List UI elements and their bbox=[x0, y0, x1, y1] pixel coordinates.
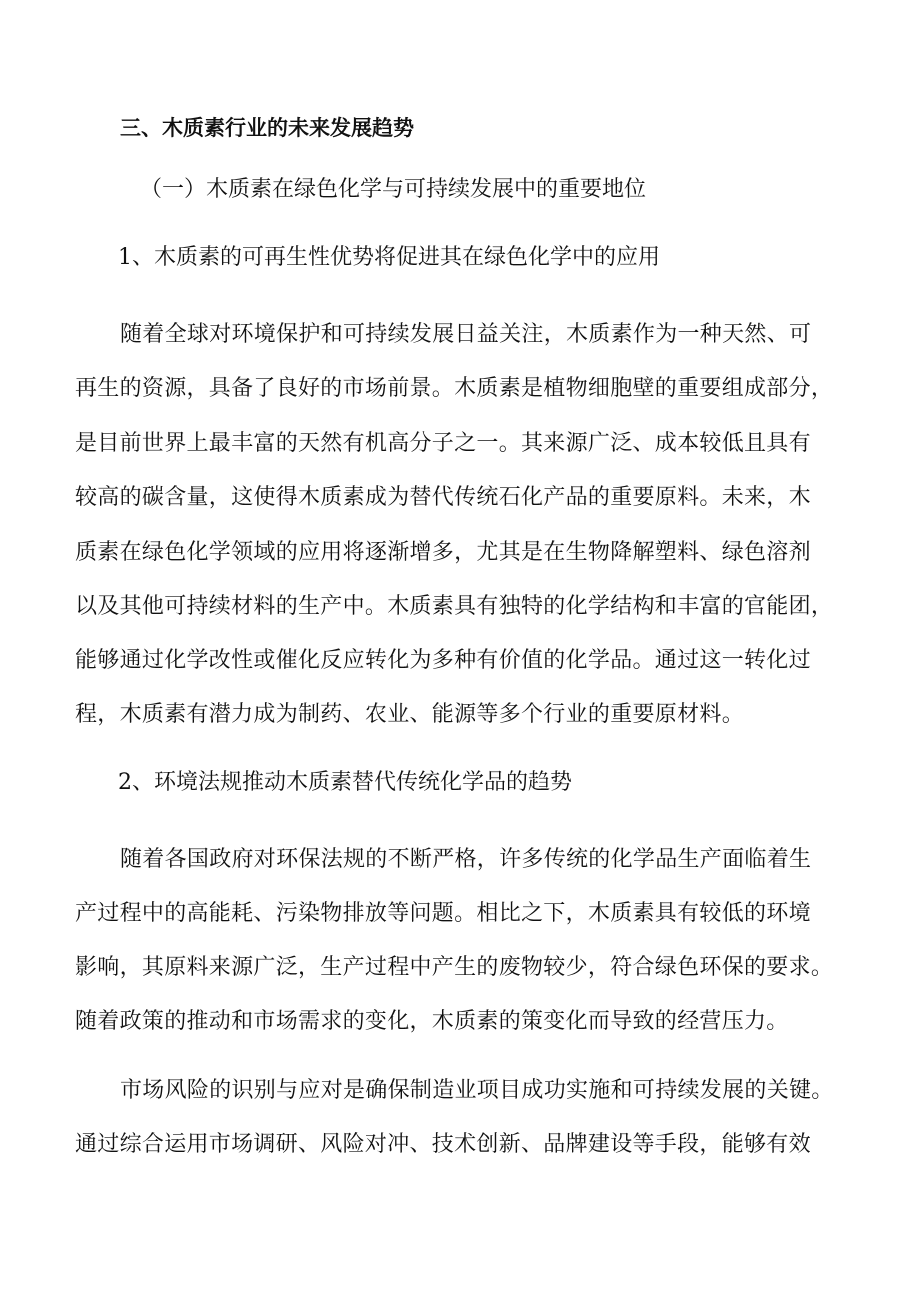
paragraph-line: 随着全球对环境保护和可持续发展日益关注，木质素作为一种天然、可 bbox=[120, 322, 812, 347]
paragraph-line: 随着政策的推动和市场需求的变化，木质素的策变化而导致的经营压力。 bbox=[75, 1009, 789, 1034]
paragraph-line: 通过综合运用市场调研、风险对冲、技术创新、品牌建设等手段，能够有效 bbox=[75, 1132, 811, 1157]
paragraph-line: 产过程中的高能耗、污染物排放等问题。相比之下，木质素具有较低的环境 bbox=[75, 901, 811, 926]
paragraph-line: 影响，其原料来源广泛，生产过程中产生的废物较少，符合绿色环保的要求。 bbox=[75, 955, 834, 980]
paragraph-line: 市场风险的识别与应对是确保制造业项目成功实施和可持续发展的关键。 bbox=[120, 1078, 834, 1103]
paragraph-line: 以及其他可持续材料的生产中。木质素具有独特的化学结构和丰富的官能团， bbox=[75, 594, 834, 619]
paragraph-line: 是目前世界上最丰富的天然有机高分子之一。其来源广泛、成本较低且具有 bbox=[75, 431, 811, 456]
section-title: 三、木质素行业的未来发展趋势 bbox=[120, 116, 414, 140]
paragraph-line: 较高的碳含量，这使得木质素成为替代传统石化产品的重要原料。未来，木 bbox=[75, 485, 811, 510]
paragraph-line: 再生的资源，具备了良好的市场前景。木质素是植物细胞壁的重要组成部分， bbox=[75, 376, 834, 401]
paragraph-line: 质素在绿色化学领域的应用将逐渐增多，尤其是在生物降解塑料、绿色溶剂 bbox=[75, 540, 811, 565]
item2-title: 2、环境法规推动木质素替代传统化学品的趋势 bbox=[118, 770, 572, 795]
subsection-title: （一）木质素在绿色化学与可持续发展中的重要地位 bbox=[140, 177, 647, 202]
paragraph-line: 程，木质素有潜力成为制药、农业、能源等多个行业的重要原材料。 bbox=[75, 702, 745, 727]
item1-title: 1、木质素的可再生性优势将促进其在绿色化学中的应用 bbox=[118, 245, 660, 270]
paragraph-line: 随着各国政府对环保法规的不断严格，许多传统的化学品生产面临着生 bbox=[120, 847, 812, 872]
paragraph-line: 能够通过化学改性或催化反应转化为多种有价值的化学品。通过这一转化过 bbox=[75, 648, 811, 673]
